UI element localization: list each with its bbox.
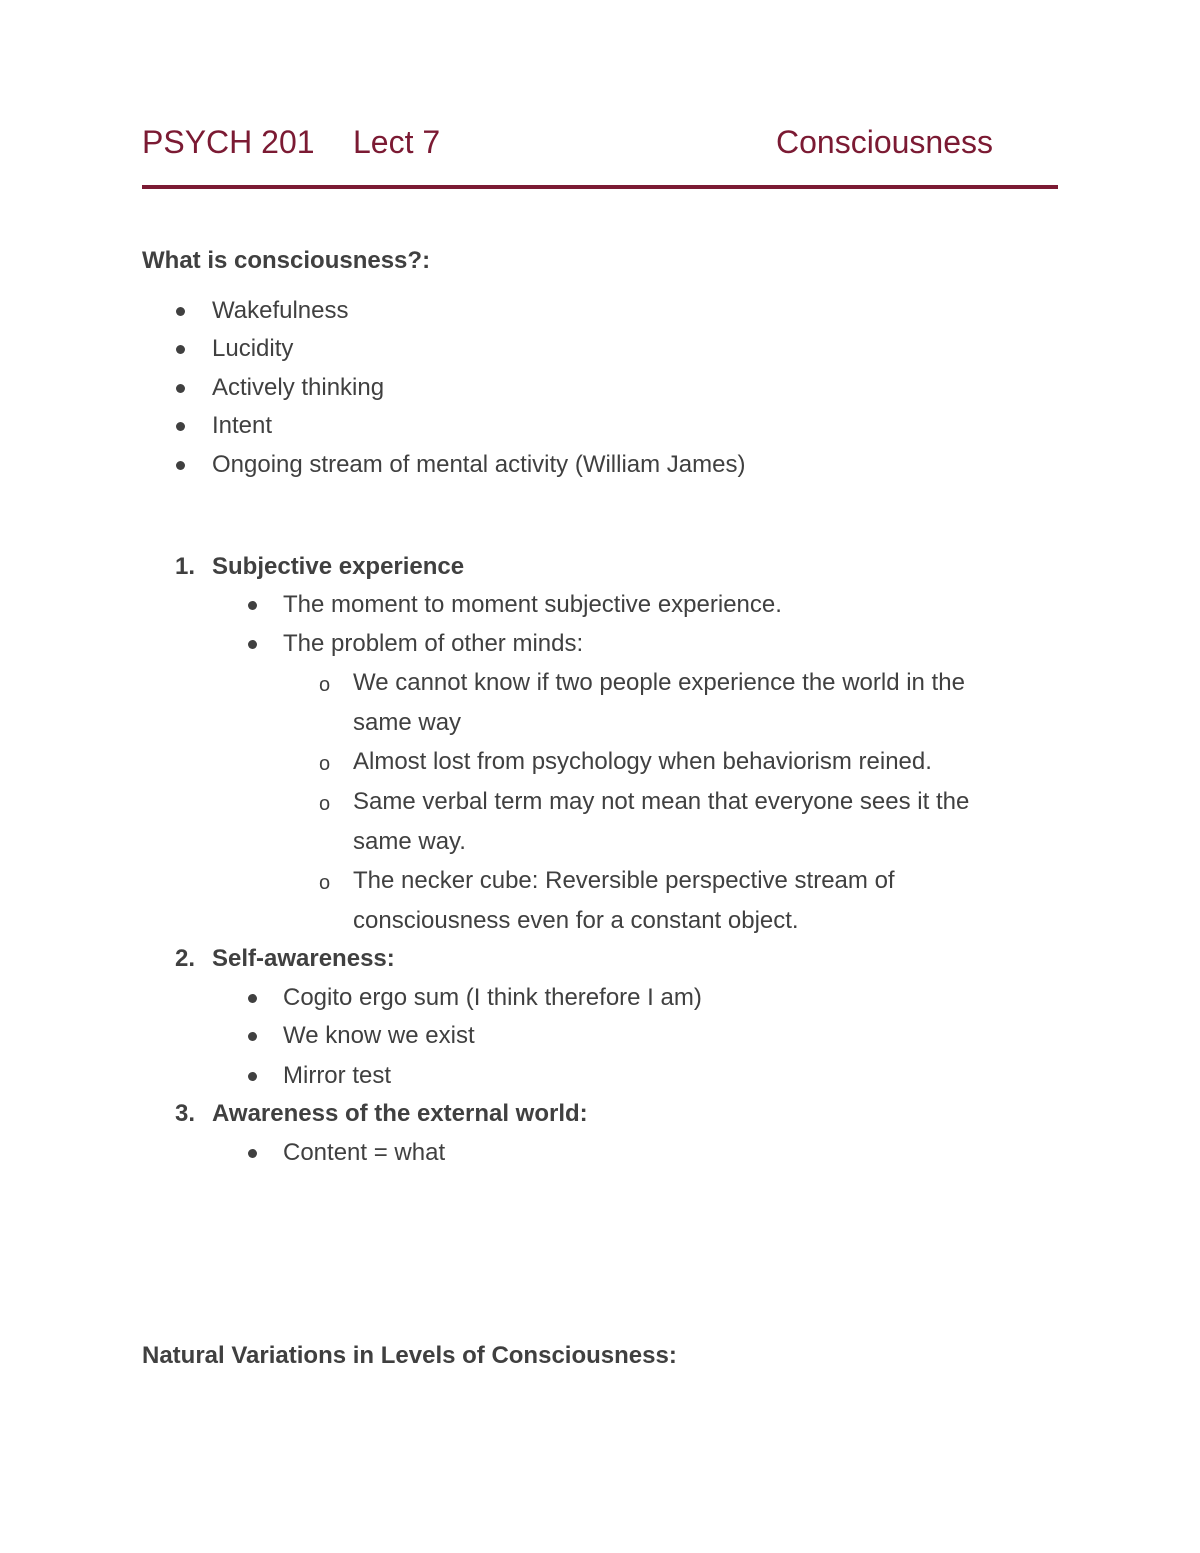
list-number: 2. [175, 945, 196, 972]
sub-list-item-continuation: same way. [353, 828, 466, 855]
numbered-heading-self-awareness: Self-awareness: [212, 945, 395, 972]
sub-list-item: We cannot know if two people experience the world in the [353, 669, 965, 696]
bullet-icon [248, 1072, 257, 1081]
sub-list-item: Same verbal term may not mean that everyone sees it the [353, 788, 970, 815]
sub-list-item-continuation: consciousness even for a constant object. [353, 907, 799, 934]
bullet-icon [248, 601, 257, 610]
bullet-icon [248, 994, 257, 1003]
list-item: Cogito ergo sum (I think therefore I am) [283, 984, 702, 1011]
section-heading-what-is-consciousness: What is consciousness?: [142, 247, 431, 274]
document-header [142, 120, 1058, 170]
sub-list-item-continuation: same way [353, 709, 462, 736]
course-code: PSYCH 201 [142, 124, 315, 160]
list-item: Content = what [283, 1139, 446, 1166]
bullet-icon [248, 640, 257, 649]
section-heading-natural-variations: Natural Variations in Levels of Consciousness: [142, 1342, 677, 1369]
list-item: Lucidity [212, 335, 294, 362]
bullet-icon [248, 1149, 257, 1158]
list-item: Intent [212, 412, 273, 439]
circle-bullet-icon: o [319, 753, 331, 775]
list-item: Actively thinking [212, 374, 385, 401]
list-item: The moment to moment subjective experience. [283, 591, 782, 618]
circle-bullet-icon: o [319, 793, 331, 815]
list-item: Wakefulness [212, 297, 349, 324]
sub-list-item: Almost lost from psychology when behaviorism reined. [353, 748, 932, 775]
list-number: 3. [175, 1100, 196, 1127]
numbered-heading-external-world: Awareness of the external world: [212, 1100, 588, 1127]
list-item: We know we exist [283, 1022, 475, 1049]
bullet-icon [176, 422, 185, 431]
list-item: Ongoing stream of mental activity (William James) [212, 451, 746, 478]
bullet-icon [176, 307, 185, 316]
bullet-icon [176, 461, 185, 470]
bullet-icon [248, 1032, 257, 1041]
bullet-icon [176, 345, 185, 354]
list-number: 1. [175, 553, 196, 580]
sub-list-item: The necker cube: Reversible perspective stream of [353, 867, 895, 894]
bullet-icon [176, 384, 185, 393]
header-divider [142, 185, 1058, 189]
lecture-topic: Consciousness [776, 124, 993, 160]
list-item: Mirror test [283, 1062, 391, 1089]
numbered-heading-subjective-experience: Subjective experience [212, 553, 465, 580]
list-item: The problem of other minds: [283, 630, 584, 657]
circle-bullet-icon: o [319, 674, 331, 696]
circle-bullet-icon: o [319, 872, 331, 894]
lecture-number: Lect 7 [353, 124, 441, 160]
